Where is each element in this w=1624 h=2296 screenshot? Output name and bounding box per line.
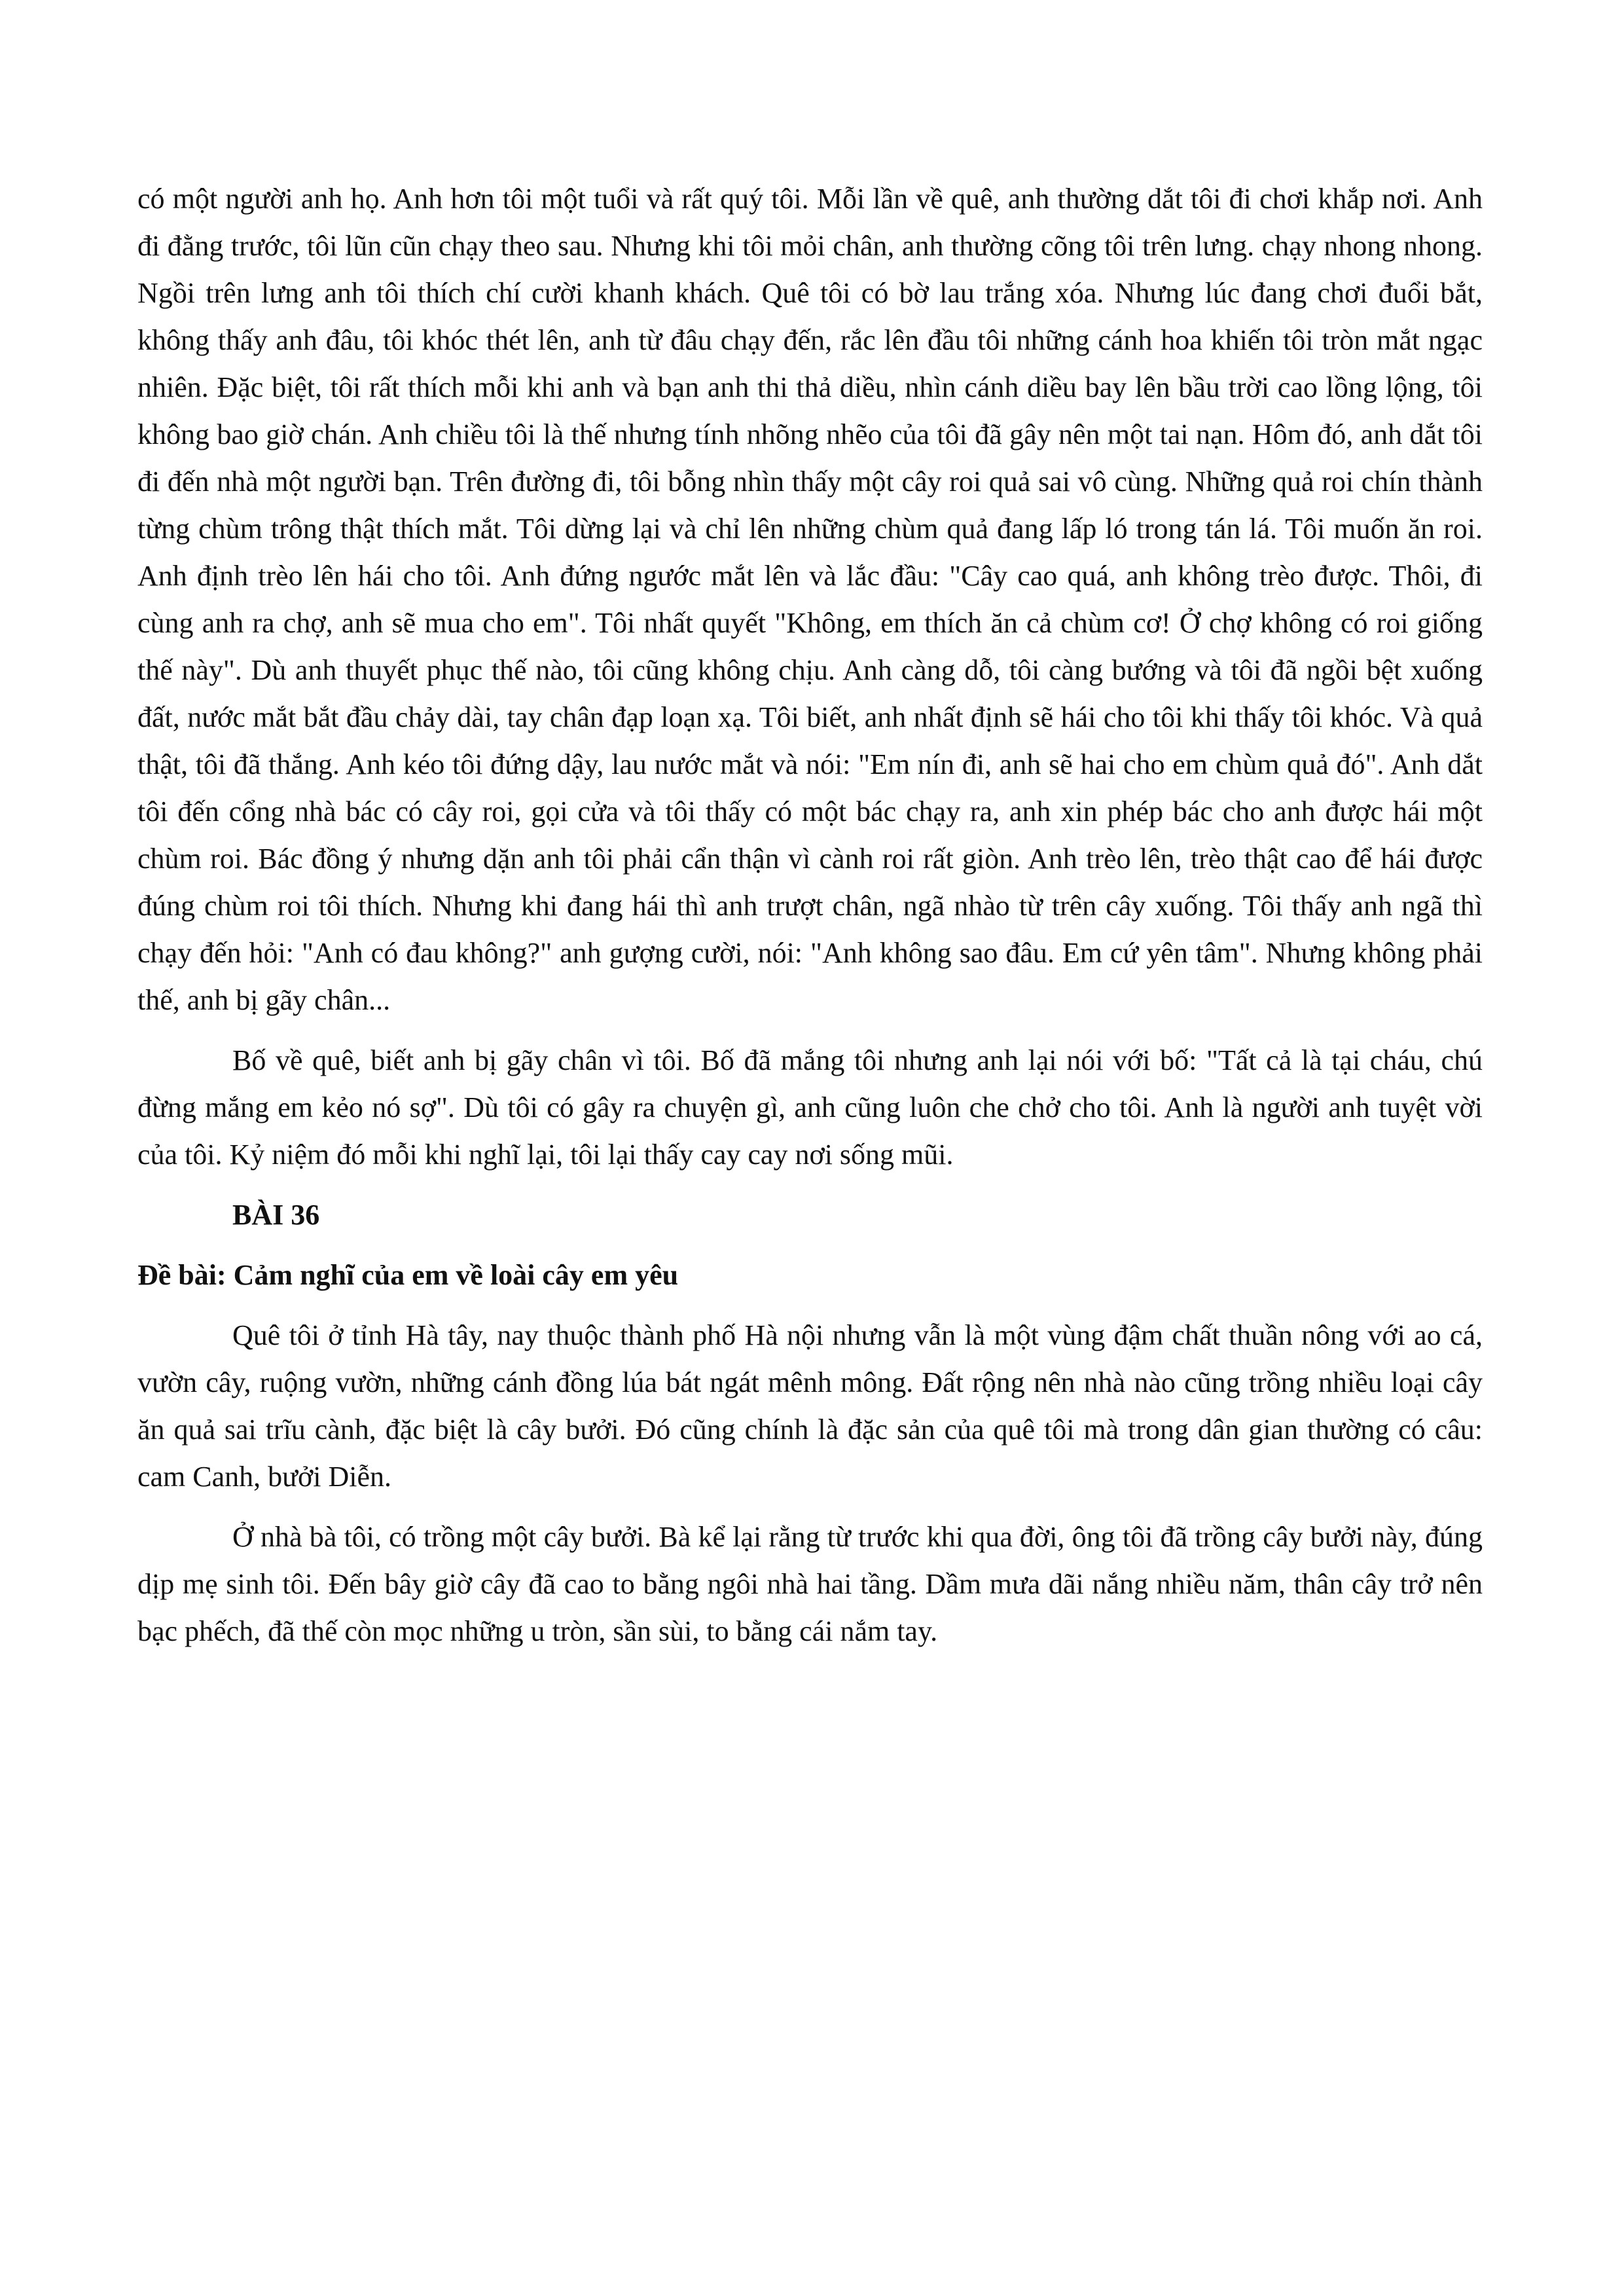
essay-prompt-heading: Đề bài: Cảm nghĩ của em về loài cây em yêu [137, 1259, 679, 1291]
lesson-heading: BÀI 36 [232, 1199, 320, 1231]
story-paragraph-closing: Bố về quê, biết anh bị gãy chân vì tôi. Bố đã mắng tôi nhưng anh lại nói với bố: "Tất cả là tại cháu, chú đừng mắng em kẻo nó sợ". Dù tôi có gây ra chuyện gì, anh cũng luôn che chở cho tôi. Anh là người anh tuyệt vời của tôi. Kỷ niệm đó mỗi khi nghĩ lại, tôi lại thấy cay cay nơi sống mũi. [137, 1044, 1483, 1171]
story-paragraph-continued: có một người anh họ. Anh hơn tôi một tuổi và rất quý tôi. Mỗi lần về quê, anh thường dắt tôi đi chơi khắp nơi. Anh đi đằng trước, tôi lũn cũn chạy theo sau. Nhưng khi tôi mỏi chân, anh thường cõng tôi trên lưng. chạy nhong nhong. Ngồi trên lưng anh tôi thích chí cười khanh khách. Quê tôi có bờ lau trắng xóa. Nhưng lúc đang chơi đuổi bắt, không thấy anh đâu, tôi khóc thét lên, anh từ đâu chạy đến, rắc lên đầu tôi những cánh hoa khiến tôi tròn mắt ngạc nhiên. Đặc biệt, tôi rất thích mỗi khi anh và bạn anh thi thả diều, nhìn cánh diều bay lên bầu trời cao lồng lộng, tôi không bao giờ chán. Anh chiều tôi là thế nhưng tính nhõng nhẽo của tôi đã gây nên một tai nạn. Hôm đó, anh dắt tôi đi đến nhà một người bạn. Trên đường đi, tôi bỗng nhìn thấy một cây roi quả sai vô cùng. Những quả roi chín thành từng chùm trông thật thích mắt. Tôi dừng lại và chỉ lên những chùm quả đang lấp ló trong tán lá. Tôi muốn ăn roi. Anh định trèo lên hái cho tôi. Anh đứng ngước mắt lên và lắc đầu: "Cây cao quá, anh không trèo được. Thôi, đi cùng anh ra chợ, anh sẽ mua cho em". Tôi nhất quyết "Không, em thích ăn cả chùm cơ! Ở chợ không có roi giống thế này". Dù anh thuyết phục thế nào, tôi cũng không chịu. Anh càng dỗ, tôi càng bướng và tôi đã ngồi bệt xuống đất, nước mắt bắt đầu chảy dài, tay chân đạp loạn xạ. Tôi biết, anh nhất định sẽ hái cho tôi khi thấy tôi khóc. Và quả thật, tôi đã thắng. Anh kéo tôi đứng dậy, lau nước mắt và nói: "Em nín đi, anh sẽ hai cho em chùm quả đó". Anh dắt tôi đến cổng nhà bác có cây roi, gọi cửa và tôi thấy có một bác chạy ra, anh xin phép bác cho anh được hái một chùm roi. Bác đồng ý nhưng dặn anh tôi phải cẩn thận vì cành roi rất giòn. Anh trèo lên, trèo thật cao để hái được đúng chùm roi tôi thích. Nhưng khi đang hái thì anh trượt chân, ngã nhào từ trên cây xuống. Tôi thấy anh ngã thì chạy đến hỏi: "Anh có đau không?" anh gượng cười, nói: "Anh không sao đâu. Em cứ yên tâm". Nhưng không phải thế, anh bị gãy chân... [137, 183, 1483, 1016]
essay-paragraph-1: Quê tôi ở tỉnh Hà tây, nay thuộc thành phố Hà nội nhưng vẫn là một vùng đậm chất thuần nông với ao cá, vườn cây, ruộng vườn, những cánh đồng lúa bát ngát mênh mông. Đất rộng nên nhà nào cũng trồng nhiều loại cây ăn quả sai trĩu cành, đặc biệt là cây bưởi. Đó cũng chính là đặc sản của quê tôi mà trong dân gian thường có câu: cam Canh, bưởi Diễn. [137, 1319, 1483, 1493]
document-body [137, 175, 1483, 1668]
essay-paragraph-2: Ở nhà bà tôi, có trồng một cây bưởi. Bà kể lại rằng từ trước khi qua đời, ông tôi đã trồng cây bưởi này, đúng dịp mẹ sinh tôi. Đến bây giờ cây đã cao to bằng ngôi nhà hai tầng. Dầm mưa dãi nắng nhiều năm, thân cây trở nên bạc phếch, đã thế còn mọc những u tròn, sần sùi, to bằng cái nắm tay. [137, 1521, 1483, 1647]
